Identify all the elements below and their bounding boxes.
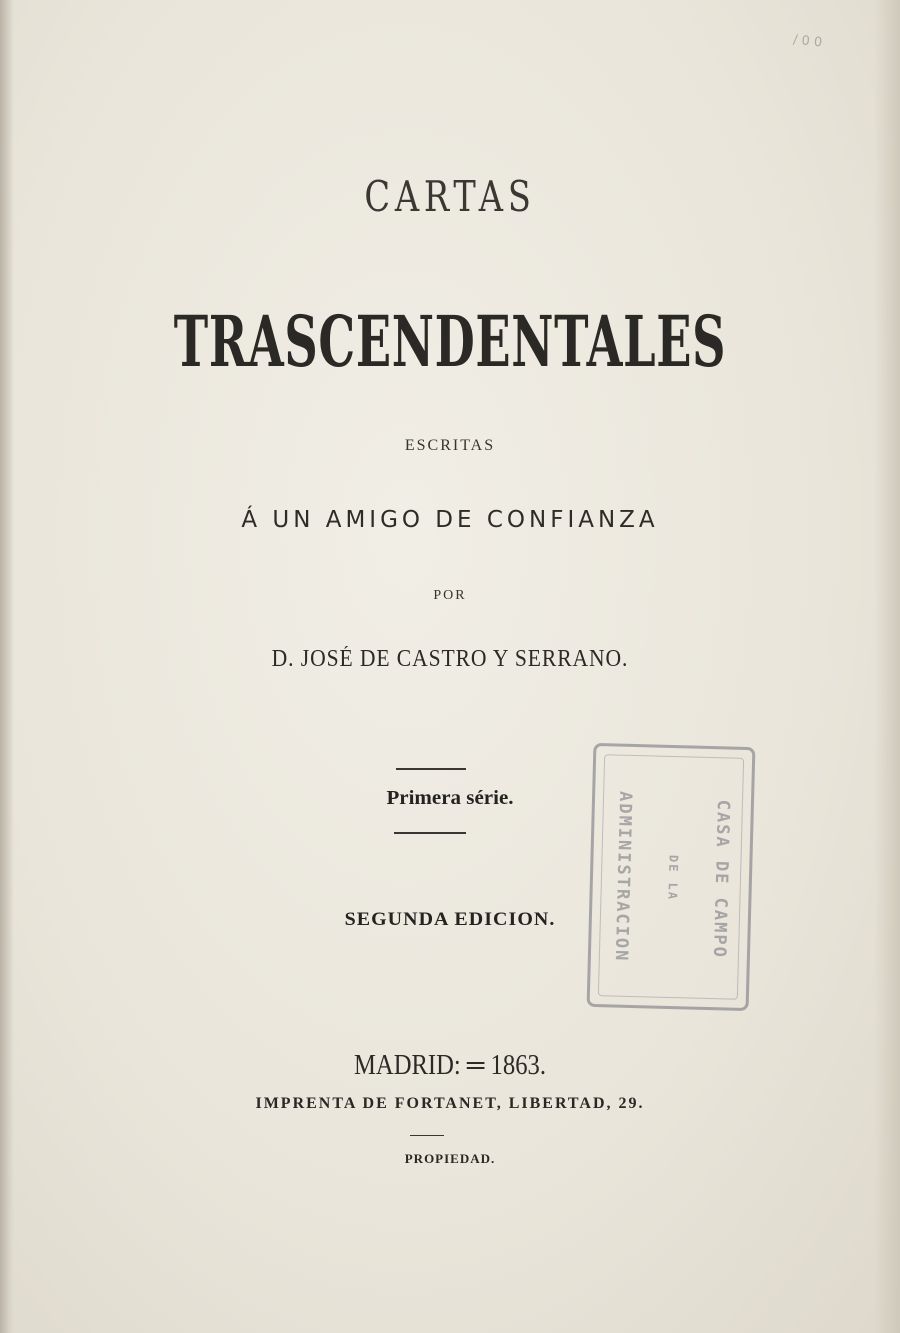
page-edge-shadow bbox=[874, 0, 900, 1333]
stamp-text-2: DE LA bbox=[665, 854, 681, 902]
subtitle-escritas: ESCRITAS bbox=[404, 437, 496, 454]
imprint-rights: PROPIEDAD. bbox=[404, 1151, 496, 1166]
rule-below-series bbox=[394, 832, 466, 834]
title-line-1: CARTAS bbox=[364, 172, 536, 221]
library-stamp bbox=[587, 743, 756, 1011]
subtitle-amigo: Á UN AMIGO DE CONFIANZA bbox=[241, 507, 659, 533]
pencil-marginalia: / 0 0 bbox=[792, 32, 823, 51]
by-line: POR bbox=[433, 588, 467, 603]
edition-label: SEGUNDA EDICION. bbox=[344, 909, 556, 930]
imprint-place-date: MADRID: ═ 1863. bbox=[353, 1050, 547, 1081]
author-name: D. JOSÉ DE CASTRO Y SERRANO. bbox=[271, 646, 629, 672]
rule-above-propiedad bbox=[410, 1135, 444, 1136]
rule-above-series bbox=[396, 768, 466, 770]
page-gutter bbox=[0, 0, 14, 1333]
stamp-text-3: CASA DE CAMPO bbox=[708, 799, 734, 960]
title-line-2: TRASCENDENTALES bbox=[173, 300, 727, 383]
imprint-printer: IMPRENTA DE FORTANET, LIBERTAD, 29. bbox=[255, 1095, 645, 1112]
series-label: Primera série. bbox=[386, 787, 514, 809]
stamp-text-1: ADMINISTRACION bbox=[610, 790, 636, 963]
